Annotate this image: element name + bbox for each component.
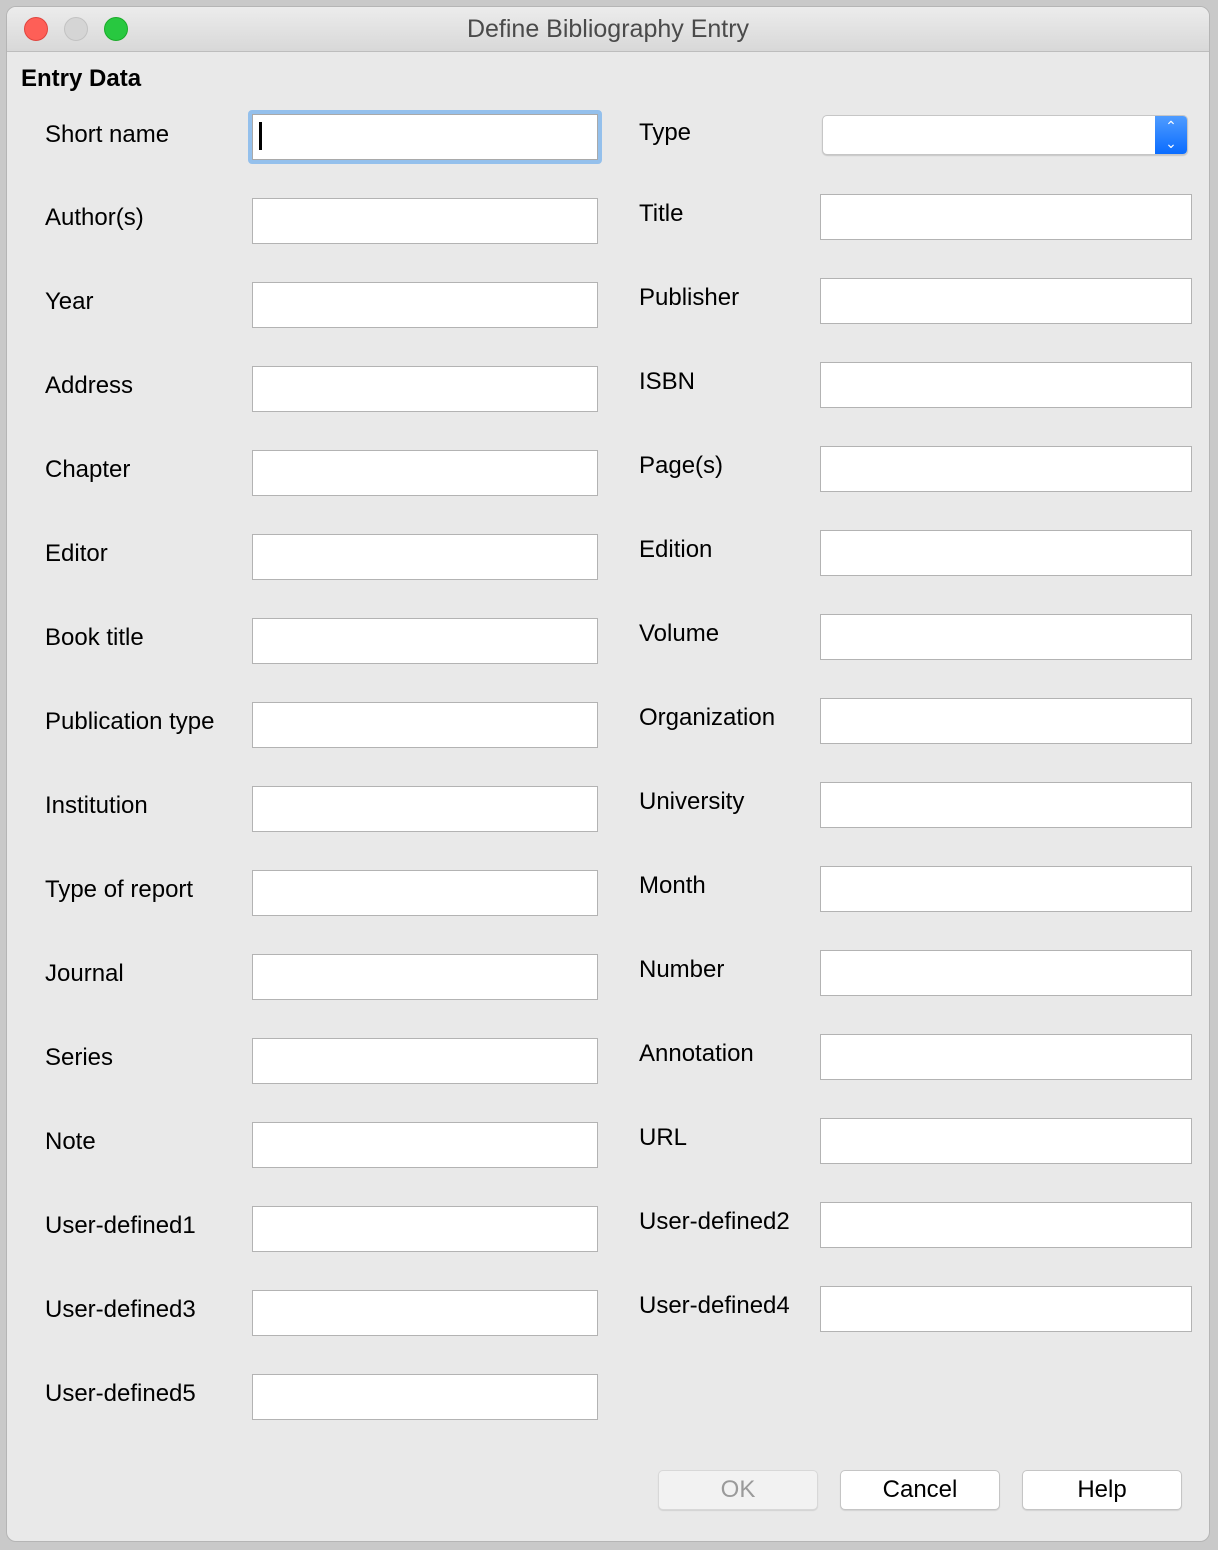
user-defined5-label: User-defined5 [45,1380,196,1407]
book-title-label: Book title [45,624,144,651]
edition-input[interactable] [820,530,1192,576]
help-button[interactable]: Help [1022,1470,1182,1510]
page-s-label: Page(s) [639,452,724,479]
title-label: Title [639,200,684,227]
chapter-input[interactable] [252,450,598,496]
isbn-input[interactable] [820,362,1192,408]
user-defined1-label: User-defined1 [45,1212,196,1239]
edition-label: Edition [639,536,713,563]
publisher-label: Publisher [639,284,740,311]
type-of-report-input[interactable] [252,870,598,916]
title-bar [7,7,1209,52]
month-label: Month [639,872,706,899]
annotation-label: Annotation [639,1040,754,1067]
address-input[interactable] [252,366,598,412]
user-defined2-input[interactable] [820,1202,1192,1248]
book-title-input[interactable] [252,618,598,664]
university-input[interactable] [820,782,1192,828]
editor-input[interactable] [252,534,598,580]
organization-label: Organization [639,704,776,731]
editor-label: Editor [45,540,108,567]
page-s-input[interactable] [820,446,1192,492]
user-defined1-input[interactable] [252,1206,598,1252]
year-input[interactable] [252,282,598,328]
address-label: Address [45,372,134,399]
number-input[interactable] [820,950,1192,996]
publication-type-input[interactable] [252,702,598,748]
volume-input[interactable] [820,614,1192,660]
user-defined5-input[interactable] [252,1374,598,1420]
publisher-input[interactable] [820,278,1192,324]
type-label: Type [639,119,692,146]
author-s-label: Author(s) [45,204,144,231]
chapter-label: Chapter [45,456,131,483]
month-input[interactable] [820,866,1192,912]
title-input[interactable] [820,194,1192,240]
user-defined4-label: User-defined4 [639,1292,790,1319]
ok-button[interactable]: OK [658,1470,818,1510]
institution-label: Institution [45,792,148,819]
user-defined4-input[interactable] [820,1286,1192,1332]
organization-input[interactable] [820,698,1192,744]
section-title: Entry Data [21,65,142,92]
type-select[interactable] [822,115,1188,155]
journal-input[interactable] [252,954,598,1000]
user-defined2-label: User-defined2 [639,1208,790,1235]
cancel-button[interactable]: Cancel [840,1470,1000,1510]
journal-label: Journal [45,960,124,987]
volume-label: Volume [639,620,720,647]
window-title: Define Bibliography Entry [466,15,750,43]
annotation-input[interactable] [820,1034,1192,1080]
user-defined3-input[interactable] [252,1290,598,1336]
user-defined3-label: User-defined3 [45,1296,196,1323]
text-caret [259,122,262,150]
url-input[interactable] [820,1118,1192,1164]
note-label: Note [45,1128,96,1155]
series-label: Series [45,1044,114,1071]
short-name-label: Short name [45,121,170,148]
author-s-input[interactable] [252,198,598,244]
short-name-input[interactable] [248,110,602,164]
series-input[interactable] [252,1038,598,1084]
publication-type-label: Publication type [45,708,215,735]
type-of-report-label: Type of report [45,876,194,903]
bibliography-dialog [6,6,1210,1542]
url-label: URL [639,1124,688,1151]
number-label: Number [639,956,725,983]
chevron-updown-icon[interactable]: ⌃ ⌄ [1155,116,1187,154]
year-label: Year [45,288,94,315]
note-input[interactable] [252,1122,598,1168]
isbn-label: ISBN [639,368,696,395]
university-label: University [639,788,745,815]
institution-input[interactable] [252,786,598,832]
